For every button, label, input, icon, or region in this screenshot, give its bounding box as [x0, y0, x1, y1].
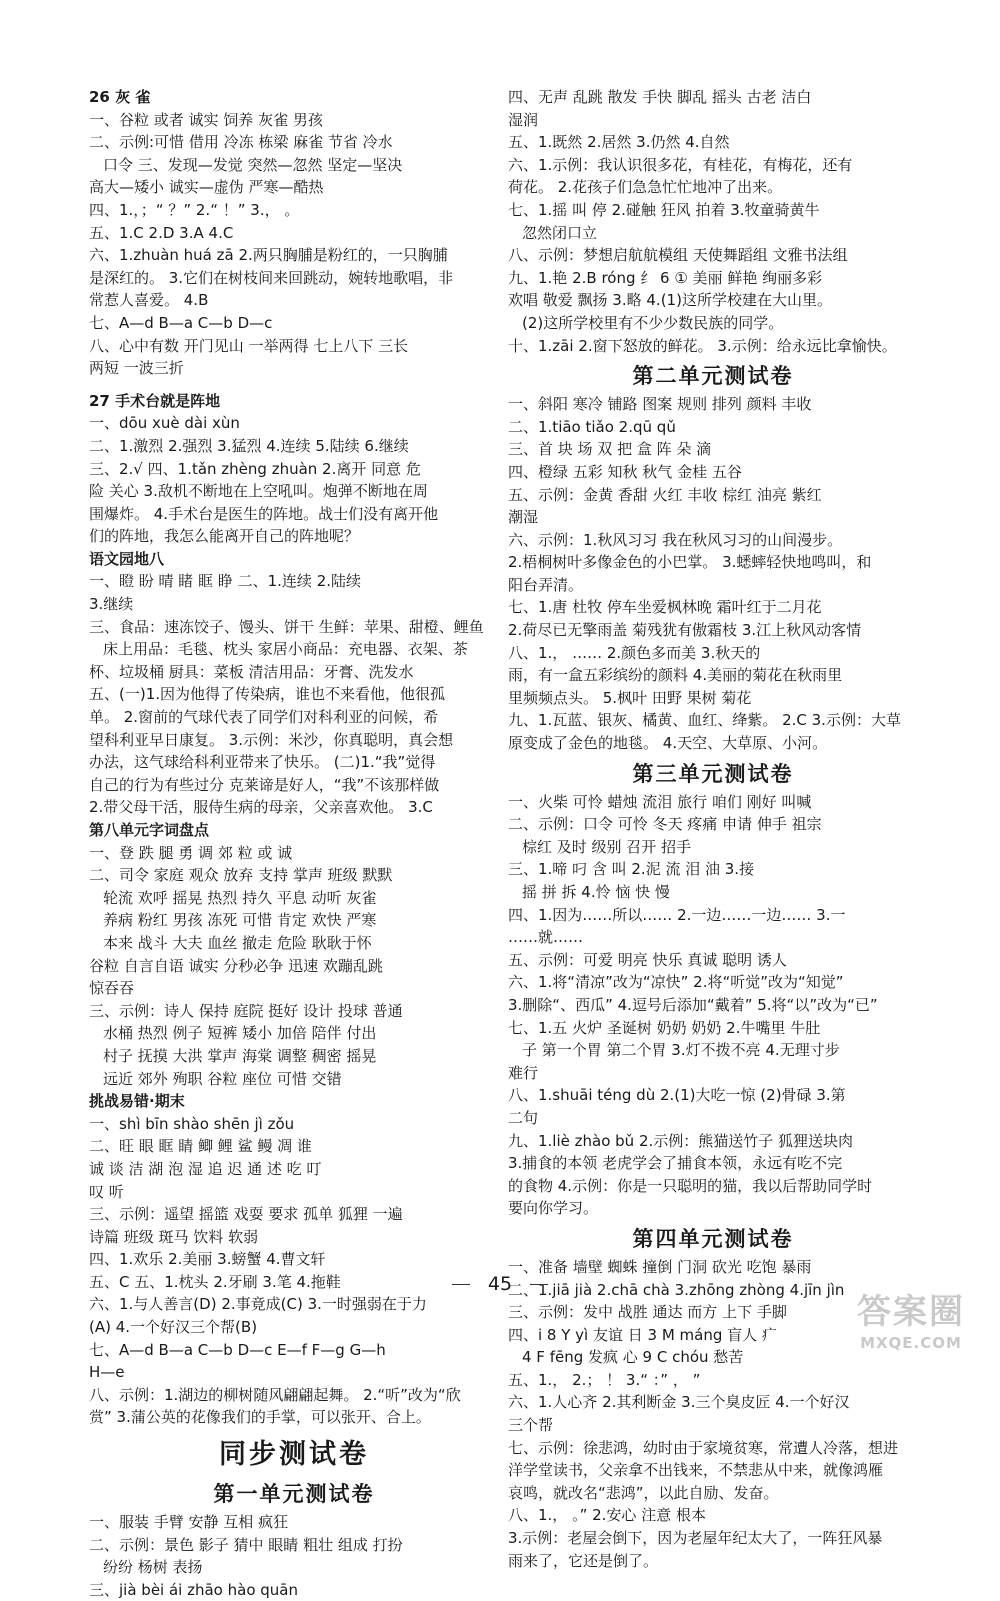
- answer-line: 棕红 及时 级别 召开 招手: [522, 837, 692, 856]
- answer-line: 五、(一)1.因为他得了传染病，谁也不来看他，他很孤: [89, 685, 446, 704]
- answer-line: 六、1.与人善言(D) 2.事竟成(C) 3.一时强弱在于力: [89, 1295, 427, 1314]
- answer-line: 八、1.shuāi téng dù 2.(1)大吃一惊 (2)骨碌 3.第: [508, 1086, 846, 1105]
- answer-line: 赏” 3.蒲公英的花像我们的手掌，可以张开、合上。: [89, 1408, 431, 1427]
- answer-line: H—e: [89, 1363, 125, 1382]
- watermark-logo: [836, 1290, 986, 1362]
- answer-line: 欢唱 敬爱 飘扬 3.略 4.(1)这所学校建在大山里。: [508, 291, 832, 310]
- answer-line: 围爆炸。 4.手术台是医生的阵地。战士们没有离开他: [89, 504, 439, 523]
- answer-line: 二、1.激烈 2.强烈 3.猛烈 4.连续 5.陆续 6.继续: [89, 436, 409, 455]
- page-number-dash-left: [452, 1284, 470, 1285]
- answer-line: 村子 抚摸 大洪 掌声 海棠 调整 稠密 摇晃: [103, 1046, 377, 1065]
- lesson-heading: 挑战易错·期末: [89, 1092, 185, 1111]
- answer-line: 四、无声 乱跳 散发 手快 脚乱 摇头 古老 洁白: [508, 88, 812, 106]
- answer-line: (2)这所学校里有不少少数民族的同学。: [522, 313, 784, 332]
- lesson-heading: 第八单元字词盘点: [89, 821, 210, 839]
- answer-line: 水桶 热烈 例子 短裤 矮小 加倍 陪伴 付出: [103, 1024, 377, 1043]
- answer-line: 常惹人喜爱。 4.B: [89, 291, 209, 310]
- answer-line: 六、1.将“清凉”改为“凉快” 2.将“听觉”改为“知觉”: [508, 973, 844, 992]
- answer-line: 九、1.艳 2.B róng 纟 6 ① 美丽 鲜艳 绚丽多彩: [508, 268, 823, 287]
- answer-line: 一、登 跌 腿 勇 调 郊 粒 或 诚: [89, 843, 293, 862]
- answer-line: 七、A—d B—a C—b D—c: [89, 313, 273, 332]
- answer-line: 六、示例：1.秋风习习 我在秋风习习的山间漫步。: [508, 530, 843, 549]
- answer-line: 二、1.jiā jià 2.chā chà 3.zhōng zhòng 4.jīn jìn: [508, 1280, 845, 1299]
- answer-line: 望科利亚早日康复。 3.示例：米沙，你真聪明，真会想: [89, 730, 454, 749]
- answer-line: 九、1.liè zhào bǔ 2.示例：熊猫送竹子 狐狸送块肉: [508, 1131, 854, 1150]
- answer-line: 七、1.五 火炉 圣诞树 奶奶 奶奶 2.牛嘴里 牛肚: [508, 1018, 821, 1037]
- answer-line: 们的阵地，我怎么能离开自己的阵地呢？: [89, 527, 360, 546]
- answer-line: 五、1.C 2.D 3.A 4.C: [89, 223, 234, 242]
- answer-line: 口令 三、发现—发觉 突然—忽然 坚定—坚决: [103, 155, 403, 174]
- answer-line: 是深红的。 3.它们在树枝间来回跳动，婉转地歌唱，非: [89, 268, 454, 287]
- answer-line: 三、示例：发中 战胜 通达 而方 上下 手脚: [508, 1303, 787, 1322]
- answer-line: 惊吞吞: [89, 979, 135, 998]
- answer-line: 一、谷粒 或者 诚实 饲养 灰雀 男孩: [89, 110, 323, 129]
- answer-line: 3.继续: [89, 595, 134, 614]
- answer-line: 七、A—d B—a C—b D—c E—f F—g G—h: [89, 1340, 386, 1359]
- answer-line: 3.示例：老屋会倒下，因为老屋年纪太大了，一阵狂风暴: [508, 1529, 883, 1548]
- answer-line: 洋学堂读书，父亲拿不出钱来，不禁悲从中来，就像鸿雁: [508, 1461, 884, 1480]
- answer-line: 两短 一波三折: [89, 359, 184, 378]
- answer-line: 八、示例：1.湖边的柳树随风翩翩起舞。 2.“听”改为“欣: [89, 1385, 461, 1404]
- answer-line: 诚 谈 洁 湖 泡 湿 追 迟 通 述 吃 叮: [89, 1159, 322, 1178]
- answer-line: 湿润: [508, 110, 539, 129]
- answer-line: 2.荷尽已无擎雨盖 菊残犹有傲霜枝 3.江上秋风动客情: [508, 621, 862, 640]
- lesson-heading: 语文园地八: [89, 549, 165, 568]
- answer-line: 荷花。 2.花孩子们急急忙忙地冲了出来。: [508, 178, 783, 197]
- answer-line: 五、示例：金黄 香甜 火红 丰收 棕红 油亮 紫红: [508, 485, 822, 504]
- answer-line: 七、1.摇 叫 停 2.碰触 狂风 拍着 3.牧童骑黄牛: [508, 200, 820, 219]
- answer-line: 的食物 4.示例：你是一只聪明的猫，我以后帮助同学时: [508, 1176, 873, 1195]
- lesson-heading: 27 手术台就是阵地: [89, 391, 221, 410]
- answer-line: 八、心中有数 开门见山 一举两得 七上八下 三长: [89, 336, 409, 355]
- answer-line: 八、示例：梦想启航航模组 天使舞蹈组 文雅书法组: [508, 246, 848, 265]
- answer-line: 七、1.唐 杜牧 停车坐爱枫林晚 霜叶红于二月花: [508, 598, 822, 617]
- answer-line: 七、示例：徐悲鸿，幼时由于家境贫寒，常遭人冷落，想进: [508, 1438, 899, 1457]
- spacer: [89, 380, 499, 390]
- answer-line: 诗篇 班级 斑马 饮料 软弱: [89, 1227, 259, 1246]
- answer-line: 二、示例：景色 影子 猜中 眼睛 粗壮 组成 打扮: [89, 1535, 403, 1554]
- answer-line: 二句: [508, 1108, 539, 1127]
- lesson-heading: 26 灰 雀: [89, 88, 151, 106]
- answer-line: 雨，有一盒五彩缤纷的颜料 4.美丽的菊花在秋雨里: [508, 666, 843, 685]
- answer-line: 轮流 欢呼 摇晃 热烈 持久 平息 动听 灰雀: [103, 888, 377, 907]
- answer-line: 六、1.人心齐 2.其利断金 3.三个臭皮匠 4.一个好汉: [508, 1393, 850, 1412]
- answer-line: 原变成了金色的地毯。 4.天空、大草原、小河。: [508, 734, 828, 753]
- answer-line: 床上用品：毛毯、枕头 家居小商品：充电器、衣架、茶: [103, 640, 468, 659]
- answer-line: 十、1.zāi 2.窗下怒放的鲜花。 3.示例：给永远比拿愉快。: [508, 336, 897, 355]
- answer-line: 险 关心 3.敌机不断地在上空吼叫。炮弹不断地在周: [89, 482, 428, 501]
- section-title: 第四单元测试卷: [632, 1226, 794, 1251]
- answer-line: 四、橙绿 五彩 知秋 秋气 金桂 五谷: [508, 462, 742, 481]
- answer-line: 八、1.， …… 2.颜色多而美 3.秋天的: [508, 643, 761, 662]
- page-number-dash-right: [530, 1284, 548, 1285]
- answer-line: 子 第一个胃 第二个胃 3.灯不拨不亮 4.无理寸步: [522, 1041, 840, 1060]
- answer-line: 二、旺 眼 眶 睛 鲫 鲤 鲨 鳗 凋 谁: [89, 1137, 312, 1156]
- answer-line: 办法，这气球给科利亚带来了快乐。 (二)1.“我”觉得: [89, 753, 436, 772]
- left-answer-column: [89, 86, 499, 1601]
- answer-line: 摇 拼 拆 4.怜 恼 快 慢: [522, 883, 670, 901]
- answer-line: 八、1.， 。” 2.安心 注意 根本: [508, 1506, 706, 1525]
- section-title: 第一单元测试卷: [213, 1482, 375, 1507]
- answer-line: 五、1.既然 2.居然 3.仍然 4.自然: [508, 133, 730, 152]
- answer-line: 三、食品：速冻饺子、馒头、饼干 生鲜：苹果、甜橙、鲤鱼: [89, 617, 484, 636]
- answer-line: 四、1.，；“ ？” 2.“ ！” 3.， 。: [89, 200, 300, 219]
- section-title: 第二单元测试卷: [632, 364, 794, 389]
- answer-line: 2.梧桐树叶多像金色的小巴掌。 3.蟋蟀轻快地鸣叫，和: [508, 553, 872, 572]
- answer-line: 本来 战斗 大夫 血丝 撤走 危险 耿耿于怀: [103, 933, 372, 952]
- answer-line: 五、1.， 2.； ！ 3.“ ：” ， ”: [508, 1370, 701, 1389]
- answer-line: 纷纷 杨树 表扬: [103, 1558, 203, 1577]
- answer-line: 一、准备 墙壁 蜘蛛 撞倒 门洞 砍光 吃饱 暴雨: [508, 1257, 812, 1276]
- answer-line: 4 F fēng 发疯 心 9 C chóu 愁苦: [522, 1348, 744, 1367]
- answer-line: 二、示例:可惜 借用 冷冻 栋梁 麻雀 节省 冷水: [89, 133, 393, 152]
- answer-line: 三、首 块 场 双 把 盒 阵 朵 滴: [508, 440, 712, 459]
- answer-line: 谷粒 自言自语 诚实 分秒必争 迅速 欢蹦乱跳: [89, 956, 383, 975]
- answer-line: 单。 2.窗前的气球代表了同学们对科利亚的问候，希: [89, 708, 439, 727]
- answer-line: 三、示例：遥望 摇篮 戏耍 要求 孤单 狐狸 一遍: [89, 1205, 403, 1224]
- answer-line: 三、jià bèi ái zhāo hào quān: [89, 1580, 298, 1599]
- answer-line: 叹 听: [89, 1182, 124, 1201]
- answer-line: 潮湿: [508, 508, 539, 527]
- answer-line: 一、斜阳 寒冷 铺路 图案 规则 排列 颜料 丰收: [508, 395, 812, 414]
- answer-line: 阳台弄清。: [508, 575, 584, 594]
- page-number-text: 45: [487, 1273, 513, 1295]
- answer-line: 四、1.欢乐 2.美丽 3.螃蟹 4.曹文轩: [89, 1250, 326, 1269]
- watermark-secondary: MXQE.COM: [860, 1334, 962, 1352]
- answer-line: 六、1.zhuàn huá zā 2.两只胸脯是粉红的，一只胸脯: [89, 246, 448, 265]
- answer-line: 二、1.tiāo tiǎo 2.qū qǔ: [508, 417, 676, 436]
- answer-line: 要向你学习。: [508, 1199, 599, 1218]
- answer-line: 二、司令 家庭 观众 放弃 支持 掌声 班级 默默: [89, 866, 393, 885]
- answer-line: 一、火柴 可怜 蜡烛 流泪 旅行 咱们 刚好 叫喊: [508, 792, 812, 811]
- answer-line: 三、2.√ 四、1.tǎn zhèng zhuàn 2.离开 同意 危: [89, 459, 421, 478]
- answer-line: 三、示例：诗人 保持 庭院 挺好 设计 投球 普通: [89, 1001, 403, 1020]
- answer-line: 高大—矮小 诚实—虚伪 严寒—酷热: [89, 178, 324, 197]
- answer-line: 三个帮: [508, 1416, 554, 1435]
- answer-line: 二、示例：口令 可怜 冬天 疼痛 申请 伸手 祖宗: [508, 815, 822, 834]
- answer-line: 一、服装 手臂 安静 互相 疯狂: [89, 1513, 289, 1532]
- answer-line: 一、dōu xuè dài xùn: [89, 414, 240, 433]
- answer-line: 四、i 8 Y yì 友谊 日 3 M máng 盲人 疒: [508, 1325, 777, 1344]
- answer-line: 六、1.示例：我认识很多花，有桂花，有梅花，还有: [508, 155, 853, 174]
- answer-line: 3.删除“、西瓜” 4.逗号后添加“戴着” 5.将“以”改为“已”: [508, 995, 878, 1014]
- answer-line: 养病 粉红 男孩 冻死 可惜 肯定 欢快 严寒: [103, 911, 377, 930]
- watermark-primary: 答案圈: [857, 1292, 965, 1332]
- answer-line: 哀鸣，就改名“悲鸿”，以此自励、发奋。: [508, 1483, 779, 1502]
- answer-line: 杯、垃圾桶 厨具：菜板 清洁用品：牙膏、洗发水: [89, 662, 414, 681]
- answer-line: 里频频点头。 5.枫叶 田野 果树 菊花: [508, 688, 752, 707]
- part-title: 同步测试卷: [219, 1439, 369, 1471]
- answer-line: 一、shì bīn shào shēn jì zǒu: [89, 1114, 295, 1133]
- answer-line: 自己的行为有些过分 克莱谛是好人，“我”不该那样做: [89, 775, 440, 794]
- answer-line: 3.捕食的本领 老虎学会了捕食本领，永远有吃不完: [508, 1154, 843, 1173]
- answer-line: 五、示例：可爱 明亮 快乐 真诚 聪明 诱人: [508, 950, 787, 969]
- answer-line: 九、1.瓦蓝、银灰、橘黄、血红、绛紫。 2.C 3.示例：大草: [508, 711, 901, 730]
- answer-line: 远近 郊外 殉职 谷粒 座位 可惜 交错: [103, 1069, 342, 1088]
- answer-line: (A) 4.一个好汉三个帮(B): [89, 1318, 258, 1337]
- answer-line: 忽然闭口立: [522, 223, 598, 242]
- answer-line: ……就……: [508, 928, 584, 947]
- answer-line: 四、1.因为……所以…… 2.一边……一边…… 3.一: [508, 905, 846, 924]
- section-title: 第三单元测试卷: [632, 761, 794, 786]
- answer-line: 三、1.啼 叼 含 叫 2.泥 流 泪 油 3.接: [508, 860, 755, 879]
- answer-line: 一、瞪 盼 晴 睹 眶 睁 二、1.连续 2.陆续: [89, 572, 362, 591]
- answer-line: 2.带父母干活，服侍生病的母亲，父亲喜欢他。 3.C: [89, 798, 433, 817]
- answer-line: 雨来了，它还是倒了。: [508, 1551, 659, 1570]
- answer-line: 五、C 五、1.枕头 2.牙刷 3.笔 4.拖鞋: [89, 1272, 341, 1291]
- answer-line: 难行: [508, 1063, 539, 1082]
